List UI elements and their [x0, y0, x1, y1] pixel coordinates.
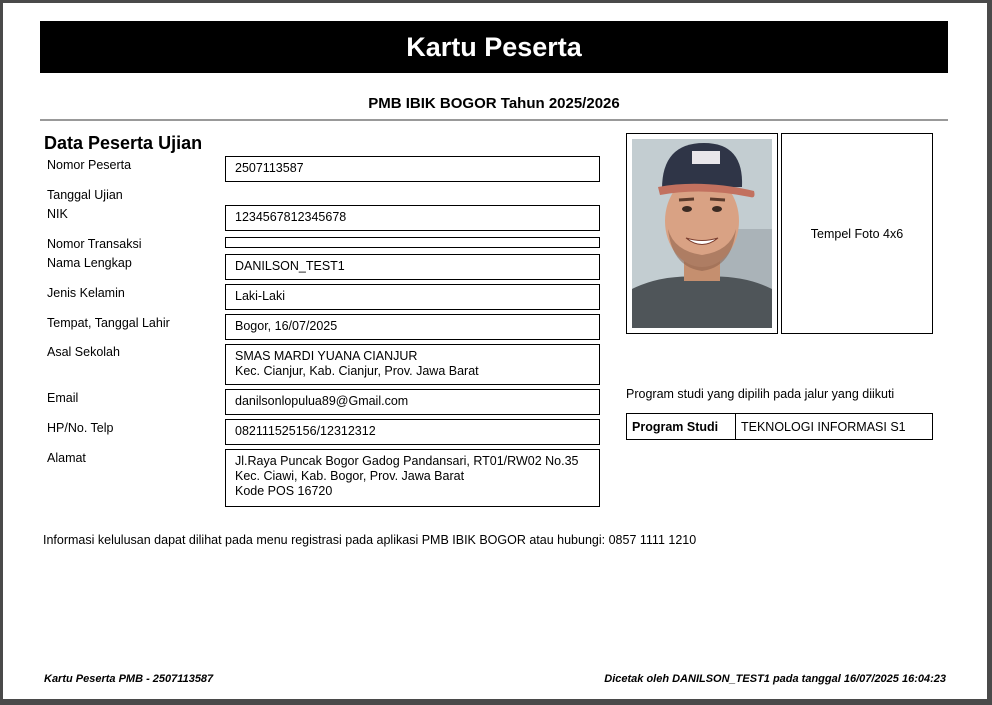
label-nomor-transaksi: Nomor Transaksi — [47, 237, 142, 251]
label-alamat: Alamat — [47, 451, 86, 465]
value-nomor-peserta: 2507113587 — [235, 161, 304, 175]
label-ttl: Tempat, Tanggal Lahir — [47, 316, 170, 330]
value-email: danilsonlopulua89@Gmail.com — [235, 394, 409, 408]
prodi-note: Program studi yang dipilih pada jalur yang diikuti — [626, 387, 895, 401]
header-divider — [40, 119, 948, 121]
field-nama-lengkap — [225, 254, 600, 280]
graduation-info: Informasi kelulusan dapat dilihat pada menu registrasi pada aplikasi PMB IBIK BOGOR atau hubungi: 0857 1111 1210 — [43, 533, 697, 547]
footer-card-id: Kartu Peserta PMB - 2507113587 — [44, 673, 214, 685]
label-tanggal-ujian: Tanggal Ujian — [47, 188, 123, 202]
card-subtitle: PMB IBIK BOGOR Tahun 2025/2026 — [368, 95, 620, 112]
label-nama-lengkap: Nama Lengkap — [47, 256, 132, 270]
field-email — [225, 389, 600, 415]
prodi-value: TEKNOLOGI INFORMASI S1 — [741, 420, 906, 434]
value-nik: 1234567812345678 — [235, 210, 347, 224]
participant-photo — [632, 139, 772, 328]
label-hp: HP/No. Telp — [47, 421, 114, 435]
document-page — [3, 3, 987, 699]
value-jenis-kelamin: Laki-Laki — [235, 289, 286, 303]
label-email: Email — [47, 391, 79, 405]
value-hp: 082111525156/12312312 — [235, 424, 376, 438]
card-title: Kartu Peserta — [40, 21, 948, 73]
photo-placeholder-text: Tempel Foto 4x6 — [810, 226, 904, 241]
label-asal-sekolah: Asal Sekolah — [47, 345, 120, 359]
value-nama-lengkap: DANILSON_TEST1 — [235, 259, 345, 273]
photo-placeholder — [781, 133, 933, 334]
field-asal-sekolah — [225, 344, 600, 385]
field-nomor-peserta — [225, 156, 600, 182]
prodi-table — [626, 413, 933, 440]
value-alamat-postcode: Kode POS 16720 — [235, 484, 333, 498]
label-nik: NIK — [47, 207, 68, 221]
field-ttl — [225, 314, 600, 340]
field-nomor-transaksi — [225, 237, 600, 248]
field-alamat — [225, 449, 600, 507]
label-jenis-kelamin: Jenis Kelamin — [47, 286, 125, 300]
footer-printed-by: Dicetak oleh DANILSON_TEST1 pada tanggal 16/07/2025 16:04:23 — [604, 673, 946, 685]
value-ttl: Bogor, 16/07/2025 — [235, 319, 338, 333]
photo-frame — [626, 133, 778, 334]
value-alamat-district: Kec. Ciawi, Kab. Bogor, Prov. Jawa Barat — [235, 469, 465, 483]
field-jenis-kelamin — [225, 284, 600, 310]
prodi-key: Program Studi — [627, 414, 736, 439]
value-asal-sekolah-address: Kec. Cianjur, Kab. Cianjur, Prov. Jawa Barat — [235, 364, 479, 378]
field-hp — [225, 419, 600, 445]
field-nik — [225, 205, 600, 231]
value-alamat-street: Jl.Raya Puncak Bogor Gadog Pandansari, RT01/RW02 No.35 — [235, 454, 579, 468]
label-nomor-peserta: Nomor Peserta — [47, 158, 132, 172]
section-title: Data Peserta Ujian — [44, 133, 203, 153]
value-asal-sekolah-name: SMAS MARDI YUANA CIANJUR — [235, 349, 418, 363]
